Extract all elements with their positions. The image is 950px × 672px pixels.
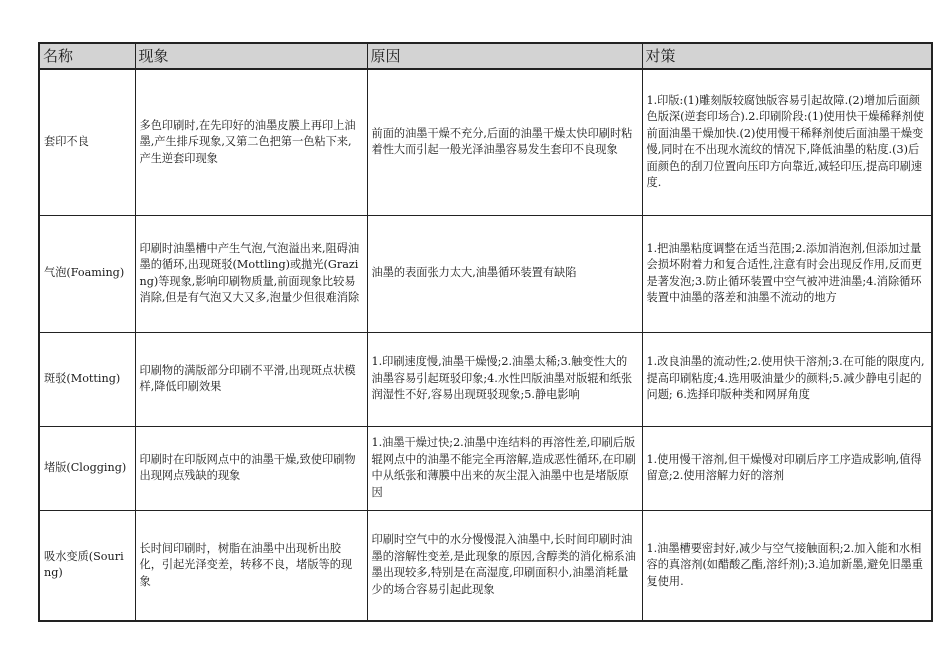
defect-solution: 1.改良油墨的流动性;2.使用快干溶剂;3.在可能的限度内,提高印刷粘度;4.选用吸油量少的颜料;5.减少静电引起的问题; 6.选择印版种类和网屏角度 — [642, 332, 932, 426]
defect-phenomenon: 印刷时油墨槽中产生气泡,气泡溢出来,阻碍油墨的循环,出现斑驳(Mottling)或拋光(Grazing)等现象,影响印刷物质量,前面现象比较易消除,但是有气泡又大又多,泡量少但很难消除 — [135, 215, 367, 332]
header-solution: 对策 — [642, 43, 932, 69]
defect-table-sheet — [38, 42, 931, 622]
defect-phenomenon: 多色印刷时,在先印好的油墨皮膜上再印上油墨,产生排斥现象,又第二色把第一色粘下来,产生逆套印现象 — [135, 69, 367, 215]
defect-cause: 印刷时空气中的水分慢慢混入油墨中,长时间印刷时油墨的溶解性变差,是此现象的原因,含醇类的消化棉系油墨出现较多,特别是在高湿度,印刷面积小,油墨消耗量少的场合容易引起此现象 — [367, 510, 642, 621]
header-phenomenon: 现象 — [135, 43, 367, 69]
table-row — [39, 510, 932, 621]
table-row — [39, 69, 932, 215]
header-cause: 原因 — [367, 43, 642, 69]
defect-name: 气泡(Foaming) — [39, 215, 135, 332]
defect-name: 吸水变质(Souring) — [39, 510, 135, 621]
table-row — [39, 426, 932, 510]
defect-cause: 1.印刷速度慢,油墨干燥慢;2.油墨太稀;3.触变性大的油墨容易引起斑驳印象;4.水性凹版油墨对版辊和纸张润湿性不好,容易出现斑驳现象;5.静电影响 — [367, 332, 642, 426]
header-row — [39, 43, 932, 69]
defect-phenomenon: 印刷物的满版部分印刷不平滑,出现斑点状模样,降低印刷效果 — [135, 332, 367, 426]
defect-cause: 前面的油墨干燥不充分,后面的油墨干燥太快印刷时粘着性大而引起一般光泽油墨容易发生套印不良现象 — [367, 69, 642, 215]
defect-solution: 1.使用慢干溶剂,但干燥慢对印刷后序工序造成影响,值得留意;2.使用溶解力好的溶剂 — [642, 426, 932, 510]
table-row — [39, 332, 932, 426]
defect-cause: 油墨的表面张力太大,油墨循环装置有缺陷 — [367, 215, 642, 332]
defect-name: 斑驳(Motting) — [39, 332, 135, 426]
printing-defects-table — [38, 42, 933, 622]
table-row — [39, 215, 932, 332]
defect-phenomenon: 长时间印刷时，树脂在油墨中出现析出胶化，引起光泽变差，转移不良，堵版等的现象 — [135, 510, 367, 621]
defect-solution: 1.把油墨粘度调整在适当范围;2.添加消泡剂,但添加过量会损坏附着力和复合适性,注意有时会出现反作用,反而更是著发泡;3.防止循环装置中空气被冲进油墨;4.消除循环装置中油墨的落差和油墨不流动的地方 — [642, 215, 932, 332]
defect-name: 套印不良 — [39, 69, 135, 215]
header-name: 名称 — [39, 43, 135, 69]
defect-solution: 1.印版:(1)雕刻版较腐蚀版容易引起故障.(2)增加后面颜色版深(逆套印场合).2.印刷阶段:(1)使用快干燥稀释剂使前面油墨干燥加快.(2)使用慢干稀释剂使后面油墨干燥变慢,同时在不出现水流纹的情况下,降低油墨的粘度.(3)后面颜色的刮刀位置向压印方向靠近,减轻印压,提高印刷速度. — [642, 69, 932, 215]
defect-cause: 1.油墨干燥过快;2.油墨中连结料的再溶性差,印刷后版辊网点中的油墨不能完全再溶解,造成恶性循环,在印刷中从纸张和薄膜中出来的灰尘混入油墨中也是堵版原因 — [367, 426, 642, 510]
defect-name: 堵版(Clogging) — [39, 426, 135, 510]
defect-solution: 1.油墨槽要密封好,减少与空气接触面积;2.加入能和水相容的真溶剂(如醋酸乙酯,溶纤剂);3.追加新墨,避免旧墨重复使用. — [642, 510, 932, 621]
defect-phenomenon: 印刷时在印版网点中的油墨干燥,致使印刷物出现网点残缺的现象 — [135, 426, 367, 510]
